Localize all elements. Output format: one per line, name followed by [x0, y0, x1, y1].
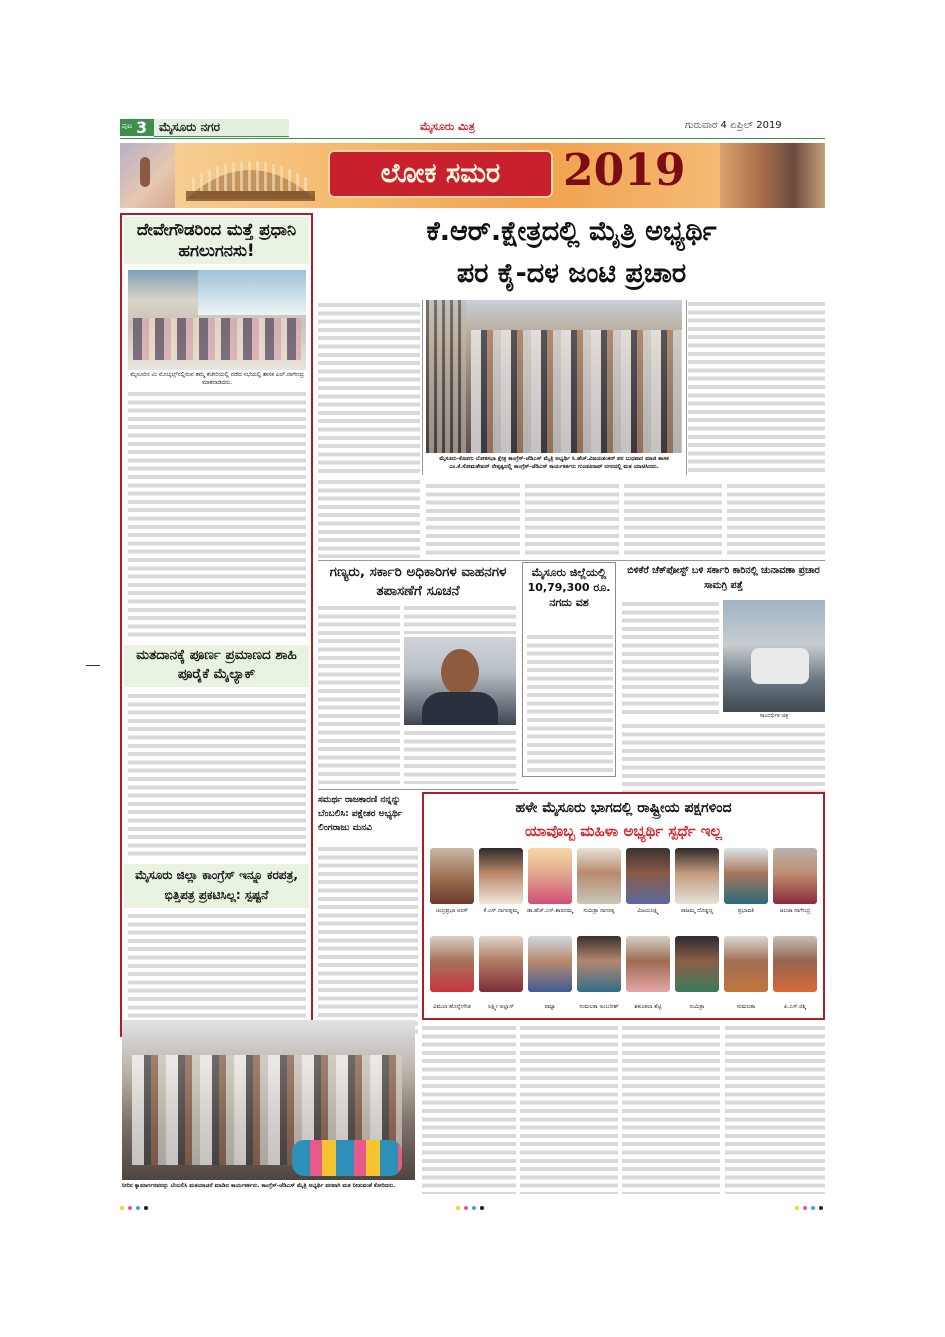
candidate-caption: ಸುಮಿತ್ರಾ ನಾಗರತ್ನ: [583, 908, 615, 914]
women-row1-captions: [428, 908, 822, 918]
parliament-icon: [178, 147, 323, 205]
women-row2: [428, 936, 822, 996]
candidate-caption: ವಿಜಯಲಕ್ಷ್ಮಿ: [637, 908, 659, 914]
deve-gowda-headline: ದೇವೇಗೌಡರಿಂದ ಮತ್ತೆ ಪ್ರಧಾನಿ ಹಗಲುಗನಸು!: [136, 220, 297, 260]
nagendra-photo-caption: ಮೈಸೂರಿನ ಮಿ ಮೊಬೈಲ್ಸ್‌ನಲ್ಲಿರುವ ತಮ್ಮ ಕಚೇರಿಯಲ್ಲಿ ನಡೆದ ಸಭೆಯಲ್ಲಿ ಶಾಸಕ ಎಲ್.ನಾಗೇಂದ್ರ ಮಾತನಾಡಿದರು.: [130, 372, 304, 386]
officials-vehicle-headline: ಗಣ್ಯರು, ಸರ್ಕಾರಿ ಅಧಿಕಾರಿಗಳ ವಾಹನಗಳ ತಪಾಸಣೆಗೆ ಸೂಚನೆ: [329, 564, 507, 599]
women-row2-captions: [428, 1004, 822, 1014]
women-story-col4-text: [725, 1024, 825, 1194]
masthead-logo: ಮೈಸೂರು ಮಿತ್ರ: [420, 120, 475, 133]
deve-gowda-headline-box: [124, 217, 309, 264]
candidate-caption: ಶಕುಂತಲಾ ಶೆಟ್ಟಿ: [634, 1004, 662, 1010]
section-label: ಮೈಸೂರು ನಗರ: [159, 120, 221, 134]
left-margin-mark: [86, 665, 100, 666]
candidate-caption: ಸುಮಿತ್ರಾ: [689, 1004, 705, 1010]
cash-seized-headline: ಮೈಸೂರು ಜಿಲ್ಲೆಯಲ್ಲಿ 10,79,300 ರೂ. ನಗದು ವಶ: [527, 566, 611, 609]
women-panel-headline1: ಹಳೇ ಮೈಸೂರು ಭಾಗದಲ್ಲಿ ರಾಷ್ಟ್ರೀಯ ಪಕ್ಷಗಳಿಂದ: [515, 800, 732, 816]
election-banner: [120, 143, 825, 208]
candidate-caption: ಪ್ರಭಾವತಿ: [738, 908, 754, 914]
ink-supply-headline: ಮತದಾನಕ್ಕೆ ಪೂರ್ಣ ಪ್ರಮಾಣದ ಶಾಹಿ ಪೂರೈಕೆ ಮೈಲ್ಯಾಕ್: [136, 647, 297, 682]
candidate-caption: ವಿಮಲಾ ಹೊನ್ನೇಗೌಡ: [433, 1004, 471, 1010]
main-story-col4-text: [624, 482, 722, 558]
page-date: ಗುರುವಾರ 4 ಏಪ್ರಿಲ್ 2019: [685, 120, 782, 131]
candidate-caption: ರಾಜಮ್ಮ ದೊಡ್ಡಣ್ಣ: [680, 908, 714, 914]
campaign-photo-crowd: [471, 330, 682, 453]
cash-seized-story-text: [527, 633, 613, 773]
bilikere-checkpost-headline: ಬಿಳಿಕೆರೆ ಚೆಕ್‌ಪೋಸ್ಟ್ ಬಳಿ ಸರ್ಕಾರಿ ಕಾರಿನಲ್ಲಿ ಚುನಾವಣಾ ಪ್ರಚಾರ ಸಾಮಗ್ರಿ ಪತ್ತೆ: [627, 565, 820, 591]
candidate-photo: [577, 848, 621, 904]
campaign-photo-gate: [426, 300, 466, 453]
candidate-caption: ಸುಮಲತಾ ಅಂಬರೀಶ್: [579, 1004, 619, 1010]
deve-gowda-story-text: [128, 390, 306, 638]
candidate-caption: ಜಲಜಾ ನಾಗೇಂದ್ರ: [779, 908, 811, 914]
column-divider: [686, 300, 687, 475]
main-headline-line1: ಕೆ.ಆರ್.ಕ್ಷೇತ್ರದಲ್ಲಿ ಮೈತ್ರಿ ಅಭ್ಯರ್ಥಿ: [426, 216, 717, 247]
bilikere-photo-caption: ಸಾಂದರ್ಭಿಕ ಚಿತ್ರ: [759, 713, 789, 719]
candidate-photo: [528, 936, 572, 992]
officials-story-col2-text: [404, 604, 516, 634]
campaign-photo: [426, 300, 682, 453]
section-divider: [318, 789, 518, 790]
women-story-col1-text: [422, 1024, 516, 1194]
banner-title-box: [328, 150, 553, 198]
nagendra-meeting-photo: [128, 270, 306, 370]
candidate-photo: [479, 848, 523, 904]
candidate-photo: [479, 936, 523, 992]
candidate-photo: [724, 848, 768, 904]
ink-finger-icon: [140, 157, 150, 187]
column-divider: [422, 300, 423, 475]
candidate-photo: [773, 936, 817, 992]
ward-campaign-pots: [292, 1140, 402, 1176]
congress-pamphlet-story-text: [128, 912, 306, 1030]
women-panel-headline2: ಯಾವೊಬ್ಬ ಮಹಿಳಾ ಅಭ್ಯರ್ಥಿ ಸ್ಪರ್ಧೆ ಇಲ್ಲ: [525, 822, 722, 840]
banner-people-image: [720, 143, 825, 208]
samartha-story-col1-text: [318, 845, 418, 1035]
main-story-right-text: [688, 300, 825, 472]
candidate-caption: ಪಿ.ಎಸ್.ರಶ್ಮಿ: [784, 1004, 806, 1010]
candidate-caption: ಸುಮಲತಾ: [736, 1004, 756, 1010]
page-number: 3: [136, 118, 148, 137]
page-prefix: ಪುಟ: [122, 122, 133, 130]
candidate-photo: [626, 936, 670, 992]
ink-supply-story-text: [128, 692, 306, 860]
candidate-caption: ಕೆ.ಎಸ್.ನಾಗರತ್ನಮ್ಮ: [483, 908, 519, 914]
main-story-col1-text: [318, 478, 420, 558]
congress-pamphlet-headline-box: [124, 864, 309, 908]
officer-portrait: [404, 637, 516, 725]
samartha-headline: ಸಮರ್ಥ ರಾಜಕಾರಣಿ ನನ್ನನ್ನು ಬೆಂಬಲಿಸಿ: ಪಕ್ಷೇತರ ಅಭ್ಯರ್ಥಿ ಲಿಂಗರಾಜು ಮನವಿ: [318, 795, 403, 833]
campaign-photo-caption: ಮೈಸೂರು-ಕೊಡಗು ಲೋಕಸಭಾ ಕ್ಷೇತ್ರ ಕಾಂಗ್ರೆಸ್-ಜೆಡಿಎಸ್ ಮೈತ್ರಿ ಅಭ್ಯರ್ಥಿ ಸಿ.ಹೆಚ್.ವಿಜಯಶಂಕರ್ ಪರ ಬುಧವಾರ ಮಾಜಿ ಶಾಸಕ ಎಂ.ಕೆ.ಸೋಮಶೇಖರ್ ನೇತೃತ್ವದಲ್ಲಿ ಕಾಂಗ್ರೆಸ್-ಜೆಡಿಎಸ್ ಕಾರ್ಯಕರ್ತರು ಗುಂಡೂರಾವ್ ನಗರದಲ್ಲಿ ಮತ ಯಾಚಿಸಿದರು.: [439, 456, 669, 470]
candidate-caption: ಲಕ್ಷ್ಮೀ ಅಲ್ಲಾಸ್: [487, 1004, 515, 1010]
bilikere-story-intro-text: [622, 600, 719, 718]
candidate-photo: [675, 848, 719, 904]
candidate-photo: [430, 936, 474, 992]
women-story-col2-text: [520, 1024, 618, 1194]
banner-year: 2019: [563, 145, 686, 196]
main-story-col2-text: [426, 482, 520, 558]
officials-story-col1-text: [318, 604, 400, 784]
candidate-photo: [675, 936, 719, 992]
header-rule: [120, 138, 825, 139]
bilikere-car-photo: [723, 600, 825, 712]
section-divider: [318, 560, 825, 561]
main-story-intro-text: [318, 301, 420, 473]
candidate-photo: [773, 848, 817, 904]
officer-portrait-face: [441, 649, 479, 695]
cash-seized-box: [522, 562, 616, 777]
officer-portrait-body: [422, 692, 498, 725]
main-story-col5-text: [727, 482, 825, 558]
candidate-caption: ರಮ್ಯಾ: [544, 1004, 556, 1010]
candidate-photo: [528, 848, 572, 904]
congress-pamphlet-headline: ಮೈಸೂರು ಜಿಲ್ಲಾ ಕಾಂಗ್ರೆಸ್ ಇನ್ನೂ ಕರಪತ್ರ, ಭಿತ್ತಿಪತ್ರ ಪ್ರಕಟಿಸಿಲ್ಲ: ಸ್ಪಷ್ಟನೆ: [135, 868, 298, 902]
bilikere-car-shape: [751, 648, 809, 684]
candidate-photo: [430, 848, 474, 904]
main-headline-line2: ಪರ ಕೈ-ದಳ ಜಂಟಿ ಪ್ರಚಾರ: [456, 258, 687, 289]
women-row1: [428, 848, 822, 908]
candidate-photo: [724, 936, 768, 992]
section-label-bar: [154, 119, 289, 137]
officials-story-col2b-text: [404, 729, 516, 784]
page-header: [120, 117, 825, 139]
candidate-photo: [626, 848, 670, 904]
main-story-col3-text: [525, 482, 619, 558]
banner-title: ಲೋಕ ಸಮರ: [380, 158, 501, 189]
ink-supply-headline-box: [124, 645, 309, 687]
women-story-col3-text: [622, 1024, 720, 1194]
ward-campaign-photo-caption: ನೀರಿನ ಕ್ಯಾಮಾರ್ಗನವರನ್ನು ಬೆಂಬಲಿಸಿ ಮತಯಾಚನೆ ಮಾಡಿದ ಕಾರ್ಯಕರ್ತರು. ಕಾಂಗ್ರೆಸ್-ಜೆಡಿಎಸ್ ಮೈತ್ರಿ ಅಭ್ಯರ್ಥಿ ಪರವಾಗಿ ಮತ ನೀಡುವಂತೆ ಕೋರಿದರು.: [122, 1183, 396, 1189]
candidate-photo: [577, 936, 621, 992]
candidate-caption: ಡಾ.ಹೆಚ್.ಎಸ್.ಶಾರದಮ್ಮ: [527, 908, 573, 914]
candidate-caption: ಚಂದ್ರಪ್ರಭಾ ಅರಸ್: [435, 908, 469, 914]
ward-campaign-photo: [122, 1020, 415, 1180]
photo-window: [198, 270, 306, 315]
photo-people: [133, 318, 301, 360]
page-number-badge: [120, 119, 154, 136]
